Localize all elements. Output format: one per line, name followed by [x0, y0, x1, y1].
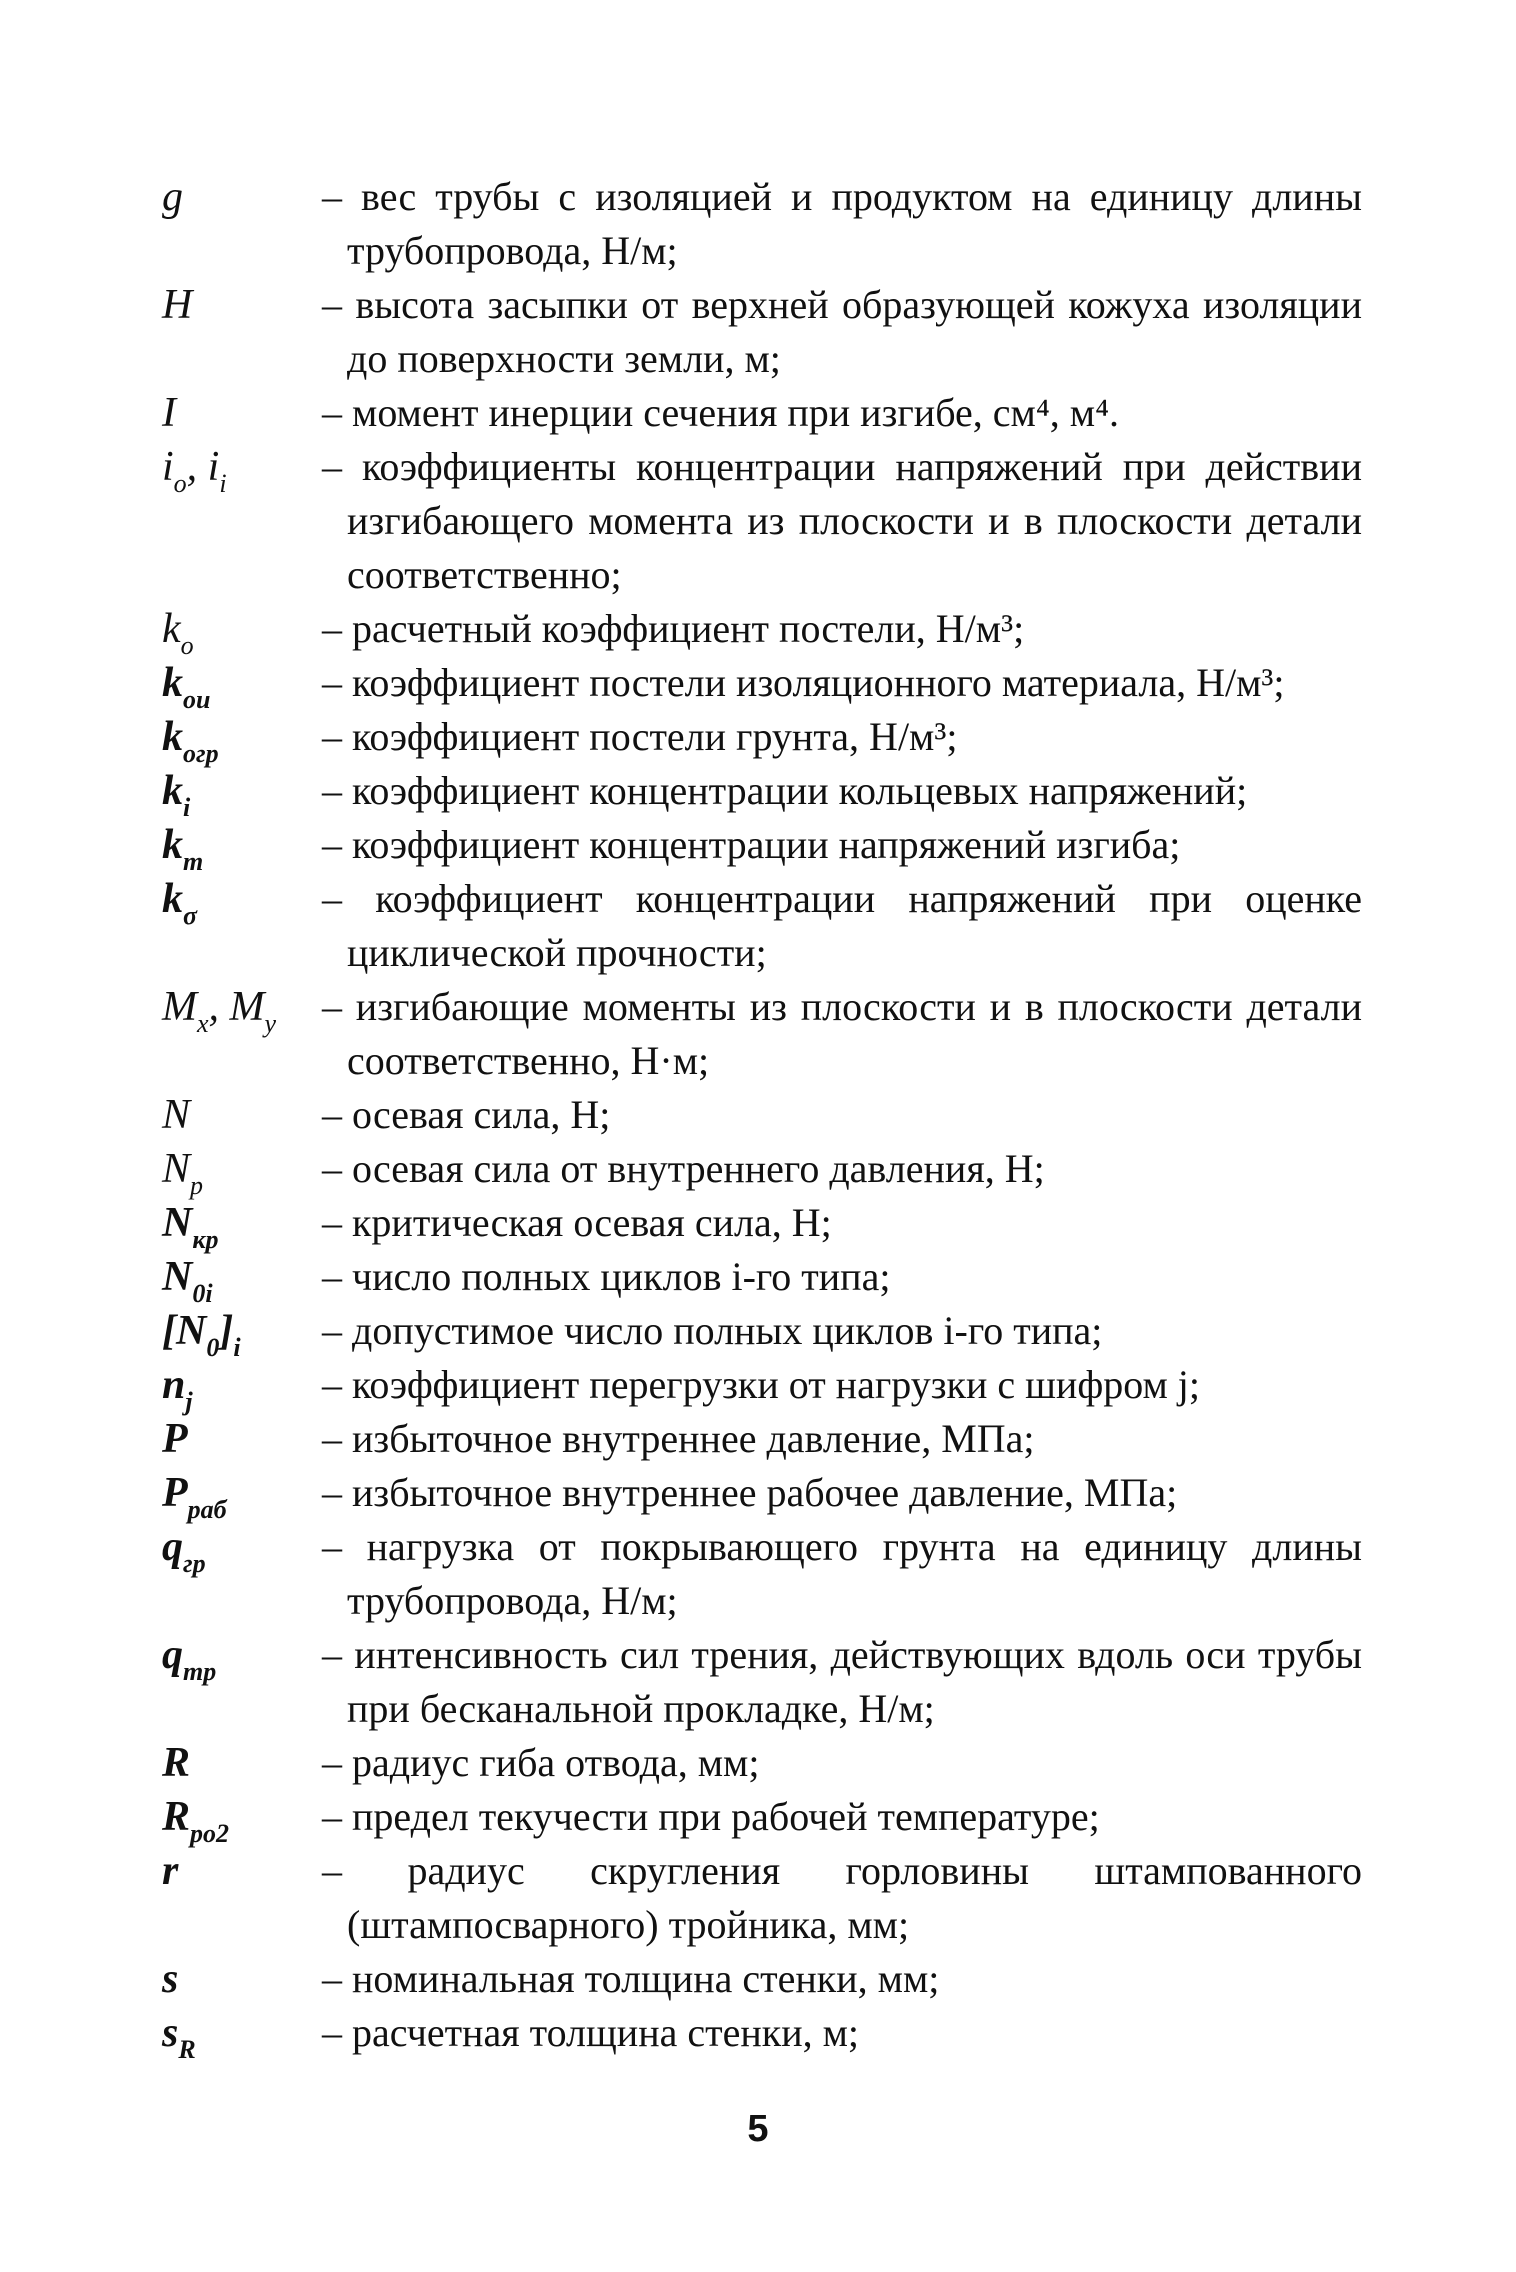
symbol-subscript: тр: [183, 1657, 217, 1686]
symbol-letter: R: [162, 1740, 191, 1786]
symbol-description: – расчетный коэффициент постели, Н/м³;: [322, 606, 1025, 651]
symbol-letter: P: [162, 1470, 188, 1516]
list-item: [162, 278, 1362, 386]
list-item: [162, 1790, 1362, 1848]
symbol: [162, 980, 322, 1038]
symbol: [162, 1304, 322, 1362]
symbol: [162, 1250, 322, 1308]
list-item: [162, 602, 1362, 660]
list-item: [162, 872, 1362, 980]
symbol-letter: g: [162, 174, 183, 220]
symbol: [162, 1844, 322, 1898]
symbol-letter: N: [162, 1146, 191, 1192]
symbol-letter: N: [162, 1200, 193, 1246]
symbol-description: – коэффициент концентрации кольцевых напряжений;: [322, 768, 1248, 813]
list-item: [162, 1358, 1362, 1416]
symbol-subscript: кр: [192, 1225, 219, 1254]
list-item: [162, 1250, 1362, 1308]
symbol-letter: k: [162, 606, 181, 652]
symbol-subscript: p: [190, 1171, 204, 1200]
symbol-description: – интенсивность сил трения, действующих вдоль оси трубы при бесканальной прокладке, Н/м;: [322, 1632, 1362, 1731]
symbol: [162, 1520, 322, 1578]
symbol-letter: P: [162, 1416, 188, 1462]
symbol: [162, 602, 322, 660]
list-item: [162, 1844, 1362, 1952]
symbol-letter: , M: [208, 984, 265, 1030]
symbol-description: – изгибающие моменты из плоскости и в плоскости детали соответственно, Н·м;: [322, 984, 1362, 1083]
symbol-letter: k: [162, 714, 183, 760]
symbol: [162, 710, 322, 768]
symbol-description: – расчетная толщина стенки, м;: [322, 2010, 860, 2055]
symbol-description: – осевая сила от внутреннего давления, Н;: [322, 1146, 1045, 1191]
symbol-description: – нагрузка от покрывающего грунта на единицу длины трубопровода, Н/м;: [322, 1524, 1362, 1623]
symbol-subscript: m: [183, 847, 204, 876]
symbol: [162, 440, 322, 498]
symbol: [162, 1142, 322, 1200]
symbol-description: – коэффициенты концентрации напряжений при действии изгибающего момента из плоскости и в плоскости детали соответственно;: [322, 444, 1362, 597]
symbol-letter: k: [162, 876, 183, 922]
symbol: [162, 1736, 322, 1790]
symbol-description: – число полных циклов i-го типа;: [322, 1254, 891, 1299]
symbol-subscript: po2: [190, 1819, 230, 1848]
symbol-subscript: x: [197, 1009, 209, 1038]
symbol-subscript: o: [180, 631, 194, 660]
list-item: [162, 1142, 1362, 1200]
symbol: [162, 1952, 322, 2006]
symbol: [162, 872, 322, 930]
symbol: [162, 1358, 322, 1416]
symbol-description: – коэффициент перегрузки от нагрузки с шифром j;: [322, 1362, 1201, 1407]
list-item: [162, 1520, 1362, 1628]
symbol-letter: q: [162, 1524, 183, 1570]
symbol: [162, 818, 322, 876]
list-item: [162, 710, 1362, 768]
symbol-list: [162, 170, 1362, 2064]
symbol-letter: H: [162, 282, 193, 328]
symbol-letter: q: [162, 1632, 183, 1678]
symbol: [162, 1196, 322, 1254]
symbol-letter: s: [162, 1956, 179, 2002]
symbol: [162, 2006, 322, 2064]
symbol-description: – допустимое число полных циклов i-го типа;: [322, 1308, 1103, 1353]
list-item: [162, 386, 1362, 440]
symbol: [162, 386, 322, 440]
symbol-description: – высота засыпки от верхней образующей кожуха изоляции до поверхности земли, м;: [322, 282, 1362, 381]
symbol-subscript: i: [233, 1333, 241, 1362]
symbol-description: – осевая сила, Н;: [322, 1092, 611, 1137]
symbol-letter: R: [162, 1794, 191, 1840]
symbol-letter: s: [162, 2010, 179, 2056]
symbol-description: – коэффициент постели изоляционного материала, Н/м³;: [322, 660, 1285, 705]
symbol-subscript: раб: [187, 1495, 227, 1524]
symbol-letter: [N: [162, 1308, 207, 1354]
list-item: [162, 1466, 1362, 1524]
symbol-letter: N: [162, 1092, 191, 1138]
symbol-letter: i: [162, 444, 174, 490]
symbol-description: – номинальная толщина стенки, мм;: [322, 1956, 940, 2001]
symbol-letter: I: [162, 390, 176, 436]
symbol-description: – коэффициент концентрации напряжений изгиба;: [322, 822, 1181, 867]
symbol-letter: ]: [219, 1308, 234, 1354]
symbol-subscript: σ: [183, 901, 198, 930]
symbol-description: – предел текучести при рабочей температуре;: [322, 1794, 1100, 1839]
symbol: [162, 1088, 322, 1142]
symbol-description: – радиус гиба отвода, мм;: [322, 1740, 760, 1785]
list-item: [162, 1088, 1362, 1142]
symbol: [162, 764, 322, 822]
list-item: [162, 656, 1362, 714]
list-item: [162, 818, 1362, 876]
symbol-subscript: j: [185, 1387, 193, 1416]
symbol-description: – момент инерции сечения при изгибе, см⁴, м⁴.: [322, 390, 1120, 435]
symbol-description: – коэффициент постели грунта, Н/м³;: [322, 714, 958, 759]
symbol-letter: , i: [186, 444, 220, 490]
symbol-subscript: i: [219, 469, 227, 498]
symbol-subscript: гр: [183, 1549, 206, 1578]
symbol-description: – критическая осевая сила, Н;: [322, 1200, 832, 1245]
symbol-letter: k: [162, 660, 183, 706]
list-item: [162, 1196, 1362, 1254]
symbol-letter: M: [162, 984, 197, 1030]
list-item: [162, 2006, 1362, 2064]
symbol-letter: n: [162, 1362, 186, 1408]
symbol-subscript: i: [183, 793, 191, 822]
list-item: [162, 980, 1362, 1088]
symbol: [162, 1628, 322, 1686]
symbol-subscript: ои: [183, 685, 211, 714]
list-item: [162, 1952, 1362, 2006]
symbol-subscript: o: [173, 469, 187, 498]
symbol: [162, 1466, 322, 1524]
symbol-subscript: 0i: [192, 1279, 213, 1308]
symbol-letter: N: [162, 1254, 193, 1300]
symbol-description: – коэффициент концентрации напряжений при оценке циклической прочности;: [322, 876, 1362, 975]
list-item: [162, 440, 1362, 602]
symbol-subscript: y: [264, 1009, 277, 1038]
list-item: [162, 1304, 1362, 1362]
symbol: [162, 1790, 322, 1848]
symbol-description: – вес трубы с изоляцией и продуктом на единицу длины трубопровода, Н/м;: [322, 174, 1362, 273]
list-item: [162, 170, 1362, 278]
list-item: [162, 1736, 1362, 1790]
symbol: [162, 170, 322, 224]
symbol-subscript: огр: [183, 739, 219, 768]
list-item: [162, 764, 1362, 822]
list-item: [162, 1628, 1362, 1736]
symbol: [162, 1412, 322, 1466]
symbol-description: – избыточное внутреннее давление, МПа;: [322, 1416, 1035, 1461]
symbol-description: – радиус скругления горловины штампованного (штампосварного) тройника, мм;: [322, 1848, 1362, 1947]
symbol-letter: k: [162, 822, 183, 868]
symbol-subscript: R: [178, 2035, 196, 2064]
symbol-letter: k: [162, 768, 183, 814]
symbol-subscript: 0: [206, 1333, 220, 1362]
symbol: [162, 278, 322, 332]
list-item: [162, 1412, 1362, 1466]
symbol-description: – избыточное внутреннее рабочее давление, МПа;: [322, 1470, 1178, 1515]
symbol: [162, 656, 322, 714]
symbol-letter: r: [162, 1848, 179, 1894]
page-number: 5: [747, 2108, 769, 2150]
